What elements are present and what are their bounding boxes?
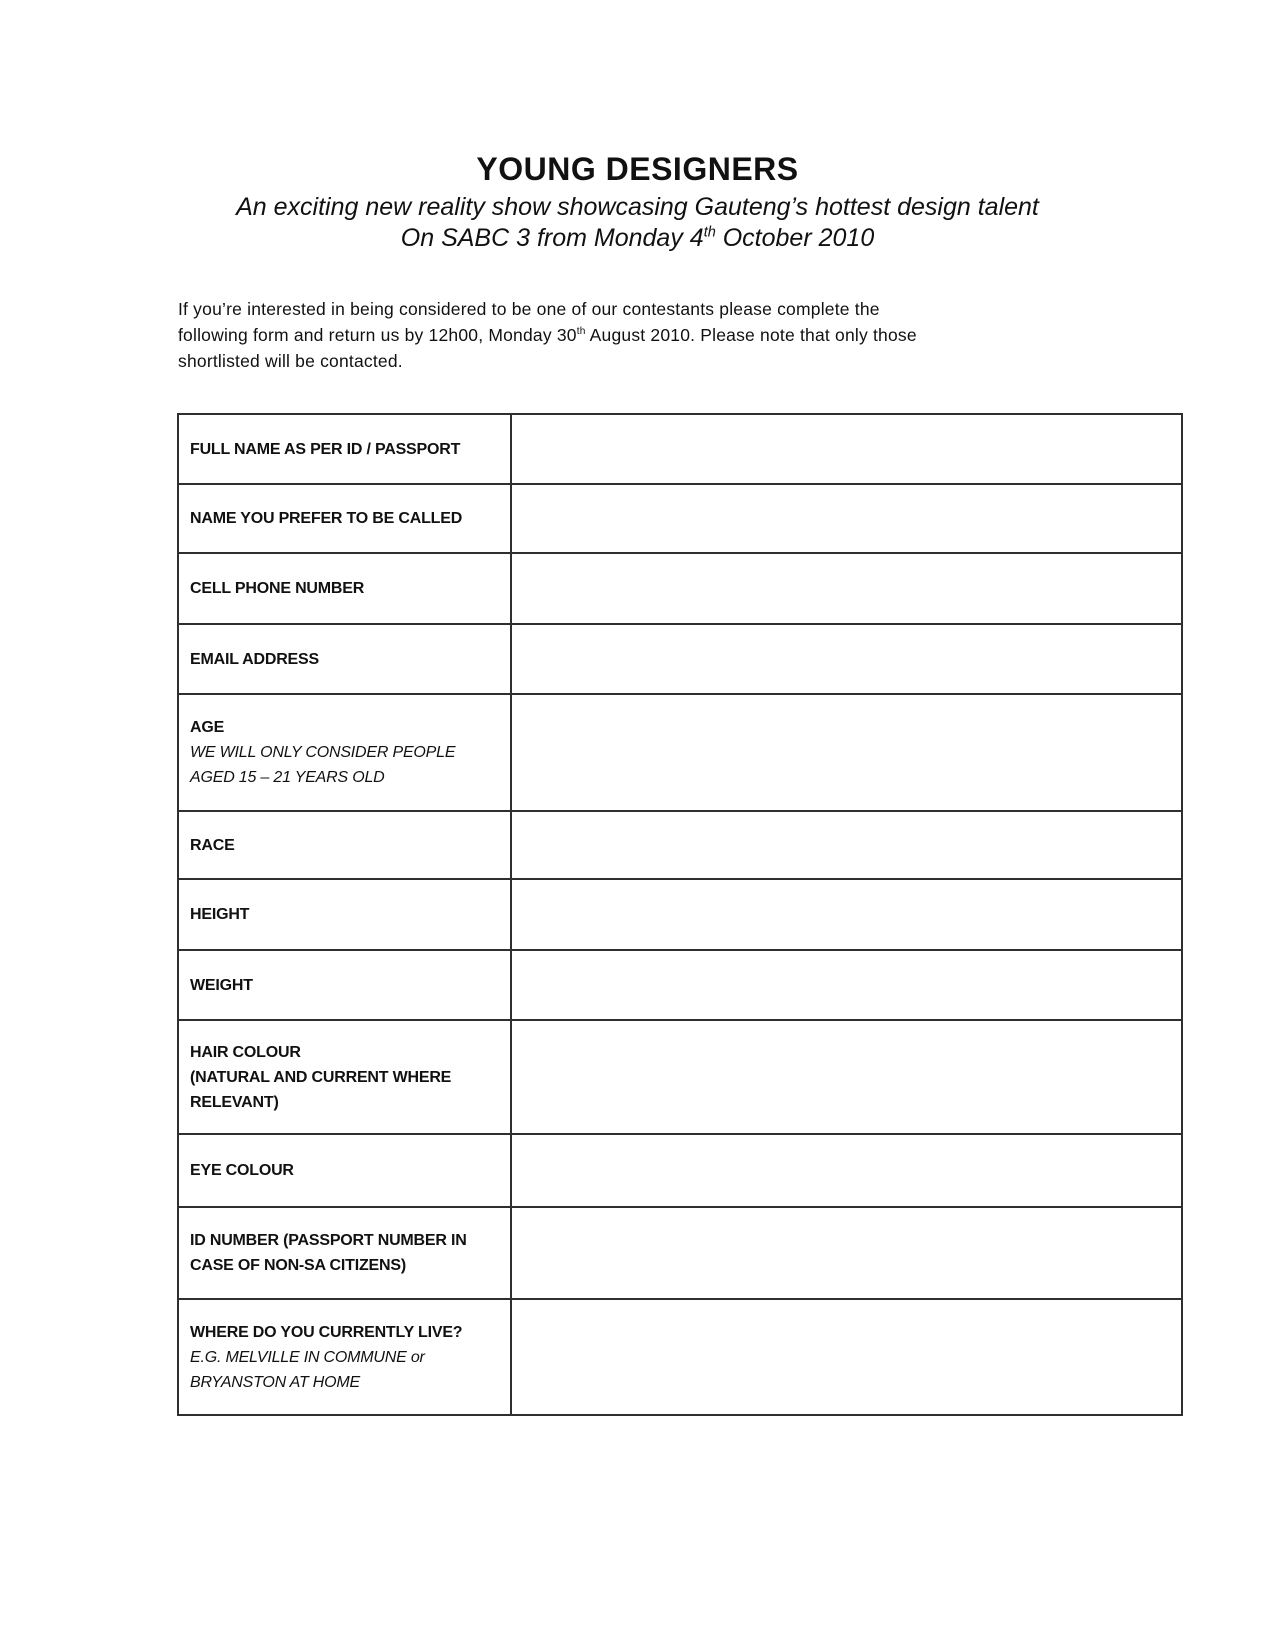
- form-row: [178, 1207, 1182, 1299]
- field-note: E.G. MELVILLE IN COMMUNE or BRYANSTON AT HOME: [190, 1348, 425, 1391]
- field-label-cell: [178, 624, 511, 694]
- field-label: RACE: [190, 836, 235, 854]
- intro-line1: If you’re interested in being considered to be one of our contestants please complete the: [178, 299, 880, 319]
- field-label-cell: [178, 1207, 511, 1299]
- intro-line2-end: August 2010. Please note that only those: [585, 325, 917, 345]
- form-row: [178, 1134, 1182, 1207]
- document-header: [0, 150, 1275, 254]
- intro-line3: shortlisted will be contacted.: [178, 351, 403, 371]
- form-row: [178, 553, 1182, 624]
- form-row: [178, 811, 1182, 879]
- field-label-cell: [178, 950, 511, 1020]
- intro-date-superscript: th: [576, 326, 586, 338]
- form-row: [178, 950, 1182, 1020]
- field-input-cell[interactable]: [511, 811, 1182, 879]
- field-label: AGE: [190, 719, 225, 736]
- field-input-cell[interactable]: [511, 950, 1182, 1020]
- field-label: WEIGHT: [190, 976, 253, 994]
- subtitle-date-superscript: th: [703, 224, 716, 241]
- intro-paragraph: [178, 296, 1018, 374]
- form-row: [178, 694, 1182, 811]
- field-label-cell: [178, 1134, 511, 1207]
- form-row: [178, 624, 1182, 694]
- form-row: [178, 484, 1182, 553]
- field-label-cell: [178, 879, 511, 950]
- field-label-cell: [178, 1299, 511, 1415]
- field-input-cell[interactable]: [511, 1299, 1182, 1415]
- field-label: ID NUMBER (PASSPORT NUMBER IN CASE OF NON-SA CITIZENS): [190, 1232, 467, 1274]
- subtitle-line2: On SABC 3 from Monday 4: [400, 224, 704, 252]
- field-label-cell: [178, 414, 511, 484]
- field-input-cell[interactable]: [511, 553, 1182, 624]
- field-label: CELL PHONE NUMBER: [190, 580, 365, 597]
- form-row: [178, 1299, 1182, 1415]
- form-row: [178, 879, 1182, 950]
- field-label: NAME YOU PREFER TO BE CALLED: [190, 510, 463, 527]
- field-input-cell[interactable]: [511, 1020, 1182, 1134]
- field-input-cell[interactable]: [511, 624, 1182, 694]
- field-input-cell[interactable]: [511, 414, 1182, 484]
- field-label-cell: [178, 484, 511, 553]
- field-label: WHERE DO YOU CURRENTLY LIVE?: [190, 1323, 463, 1341]
- form-row: [178, 1020, 1182, 1134]
- field-input-cell[interactable]: [511, 694, 1182, 811]
- field-label-cell: [178, 1020, 511, 1134]
- field-input-cell[interactable]: [511, 484, 1182, 553]
- field-label: HAIR COLOUR: [190, 1043, 301, 1061]
- field-label: HEIGHT: [190, 906, 250, 923]
- field-input-cell[interactable]: [511, 1207, 1182, 1299]
- field-input-cell[interactable]: [511, 879, 1182, 950]
- field-note: WE WILL ONLY CONSIDER PEOPLE AGED 15 – 21 YEARS OLD: [190, 744, 456, 786]
- subtitle-line1: An exciting new reality show showcasing Gauteng’s hottest design talent: [236, 193, 1039, 221]
- field-label-cell: [178, 811, 511, 879]
- subtitle-line2-end: October 2010: [715, 224, 875, 252]
- field-label-cell: [178, 553, 511, 624]
- field-label: EYE COLOUR: [190, 1162, 294, 1179]
- subtitle: [0, 192, 1275, 254]
- intro-line2: following form and return us by 12h00, Monday 30: [178, 325, 577, 345]
- application-form-table: [177, 413, 1183, 1416]
- form-row: [178, 414, 1182, 484]
- field-label: FULL NAME AS PER ID / PASSPORT: [190, 440, 461, 458]
- page-title: YOUNG DESIGNERS: [476, 151, 799, 187]
- field-label: EMAIL ADDRESS: [190, 650, 319, 668]
- field-input-cell[interactable]: [511, 1134, 1182, 1207]
- field-note: (NATURAL AND CURRENT WHERE RELEVANT): [190, 1068, 452, 1111]
- field-label-cell: [178, 694, 511, 811]
